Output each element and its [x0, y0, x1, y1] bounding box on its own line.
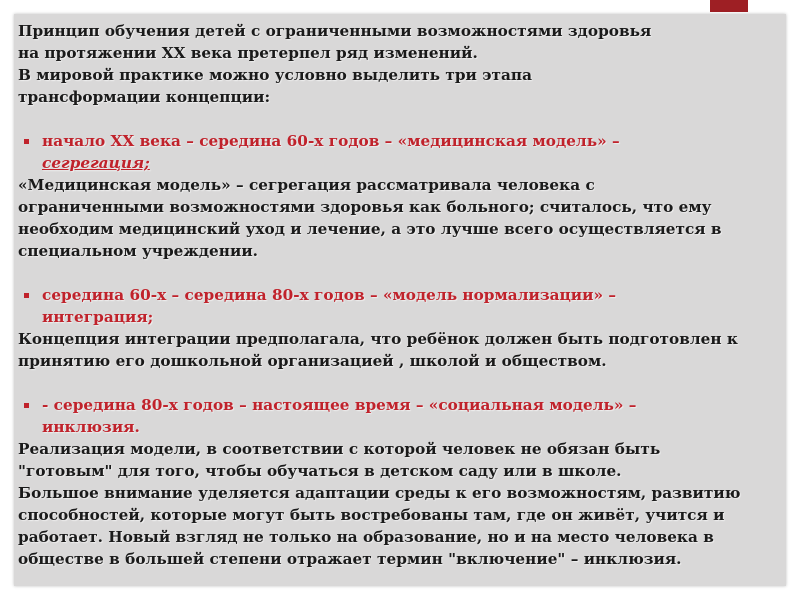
intro-line: трансформации концепции: — [18, 88, 271, 106]
spacer — [18, 372, 786, 394]
intro-paragraph — [18, 20, 786, 108]
stage3-desc-line: обществе в большей степени отражает термин "включение" – инклюзия. — [18, 550, 682, 568]
bullet-square-icon — [24, 139, 29, 144]
stage2-bullet — [18, 284, 786, 328]
stage1-desc-line: специальном учреждении. — [18, 242, 258, 260]
top-bar — [0, 0, 800, 12]
stage2-description — [18, 328, 786, 372]
intro-line: на протяжении XX века претерпел ряд изменений. — [18, 44, 478, 62]
stage2-desc-line: принятию его дошкольной организацией , школой и обществом. — [18, 352, 607, 370]
stage3-desc-line: способностей, которые могут быть востребованы там, где он живёт, учится и — [18, 506, 725, 524]
accent-block — [710, 0, 748, 12]
stage1-description — [18, 174, 786, 262]
stage3-desc-line: "готовым" для того, чтобы обучаться в детском саду или в школе. — [18, 462, 622, 480]
spacer — [18, 108, 786, 130]
stage3-bullet — [18, 394, 786, 438]
stage1-desc-line: «Медицинская модель» – сегрегация рассматривала человека с — [18, 176, 595, 194]
intro-line: В мировой практике можно условно выделить три этапа — [18, 66, 533, 84]
intro-line: Принцип обучения детей с ограниченными возможностями здоровья — [18, 22, 652, 40]
content-panel — [14, 14, 786, 586]
stage2-desc-line: Концепция интеграции предполагала, что ребёнок должен быть подготовлен к — [18, 330, 738, 348]
stage3-desc-line: Реализация модели, в соответствии с которой человек не обязан быть — [18, 440, 661, 458]
stage1-bullet — [18, 130, 786, 174]
stage1-desc-line: ограниченными возможностями здоровья как больного; считалось, что ему — [18, 198, 712, 216]
bullet-square-icon — [24, 293, 29, 298]
stage1-desc-line: необходим медицинский уход и лечение, а это лучше всего осуществляется в — [18, 220, 722, 238]
stage3-desc-line: работает. Новый взгляд не только на образование, но и на место человека в — [18, 528, 714, 546]
stage3-desc-line: Большое внимание уделяется адаптации среды к его возможностям, развитию — [18, 484, 741, 502]
stage1-subtitle: сегрегация; — [42, 154, 150, 172]
stage3-subtitle: инклюзия. — [42, 418, 140, 436]
stage2-subtitle: интеграция; — [42, 308, 154, 326]
stage3-title: - середина 80-х годов – настоящее время – «социальная модель» – — [42, 396, 637, 414]
stage3-description — [18, 438, 786, 570]
spacer — [18, 262, 786, 284]
stage2-title: середина 60-х – середина 80-х годов – «модель нормализации» – — [42, 286, 617, 304]
bullet-square-icon — [24, 403, 29, 408]
stage1-title: начало XX века – середина 60-х годов – «медицинская модель» – — [42, 132, 620, 150]
